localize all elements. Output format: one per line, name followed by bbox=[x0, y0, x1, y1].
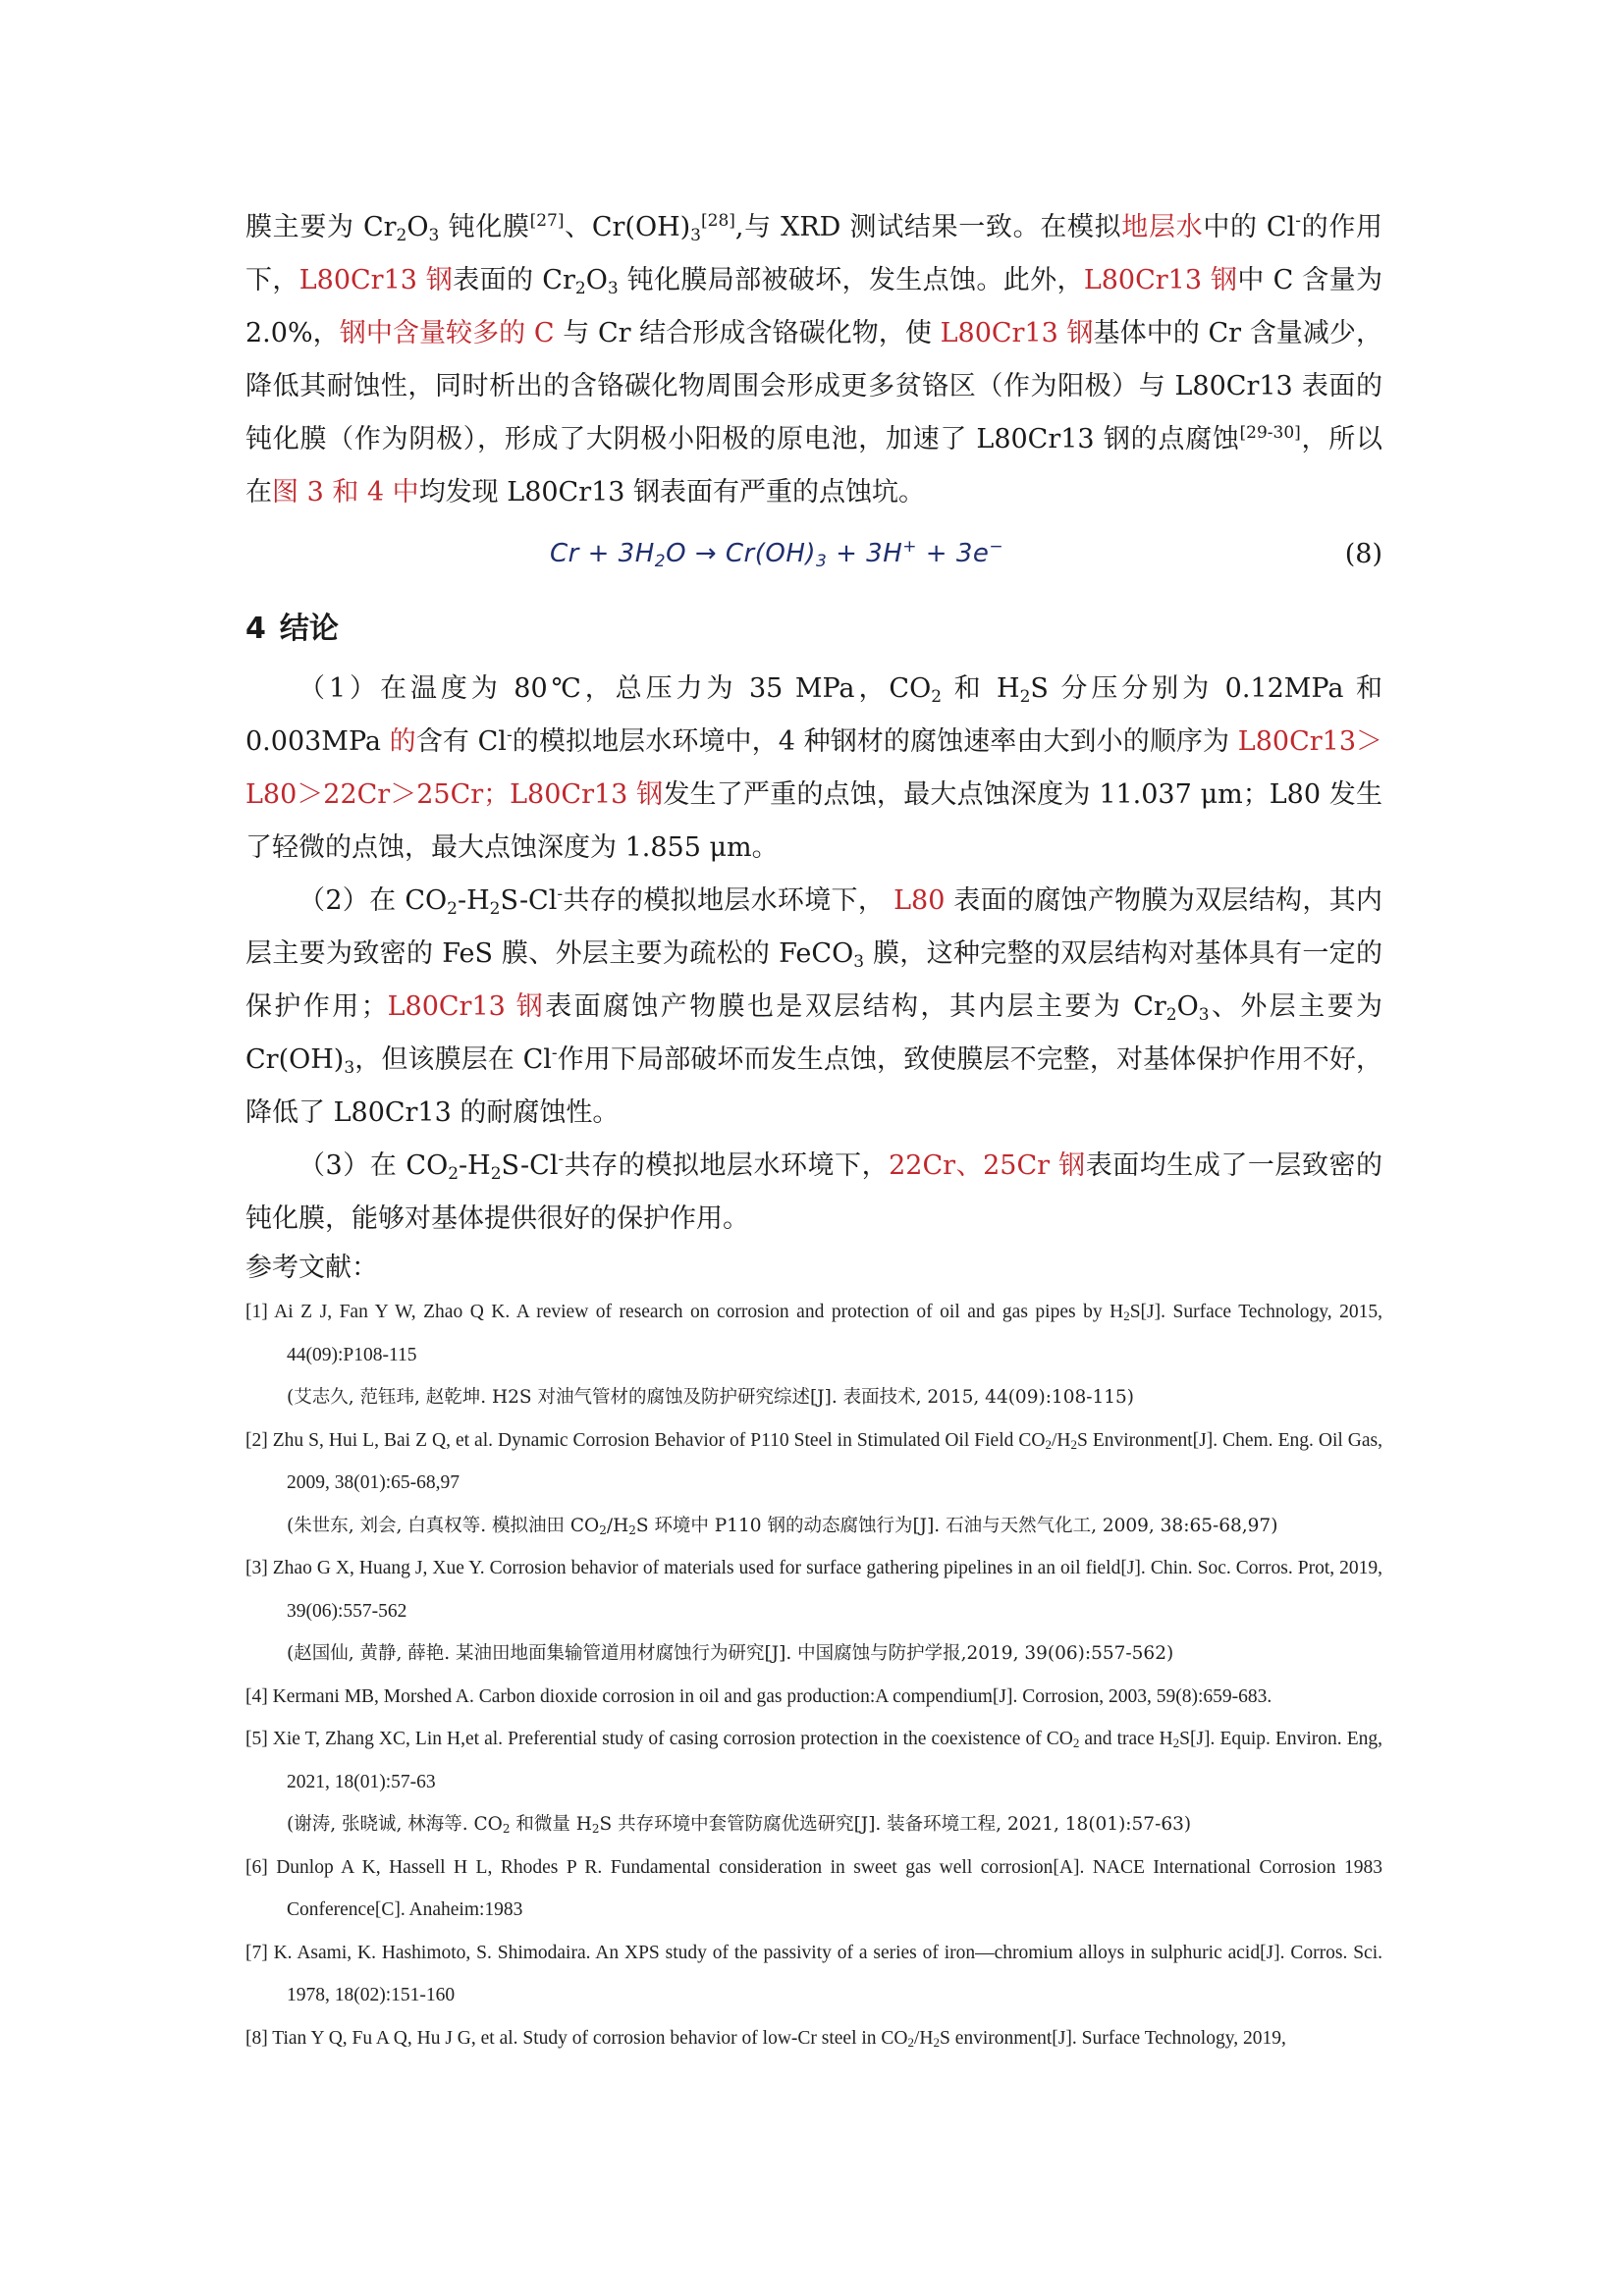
eq-part: + 3e bbox=[917, 539, 990, 568]
ref-text: [8] Tian Y Q, Fu A Q, Hu J G, et al. Study of corrosion behavior of low-Cr steel in CO bbox=[245, 2027, 908, 2049]
text: （3）在 CO bbox=[298, 1150, 449, 1181]
ref-text: (朱世东, 刘会, 白真权等. 模拟油田 CO bbox=[287, 1515, 600, 1536]
text: 钝化膜局部被破坏，发生点蚀。此外， bbox=[618, 265, 1084, 295]
section-heading bbox=[245, 610, 1382, 649]
ref-text: /H bbox=[1051, 1429, 1071, 1451]
subscript: 3 bbox=[1198, 1005, 1210, 1025]
ref-text: (谢涛, 张晓诚, 林海等. CO bbox=[287, 1814, 503, 1835]
text: 表面腐蚀产物膜也是双层结构，其内层主要为 Cr bbox=[545, 991, 1166, 1022]
subscript: 2 bbox=[907, 2034, 915, 2050]
eq-subscript: 3 bbox=[816, 552, 828, 571]
text: （1）在温度为 80℃，总压力为 35 MPa，CO bbox=[298, 673, 932, 704]
subscript: 2 bbox=[1123, 1308, 1130, 1323]
text: O bbox=[406, 212, 429, 242]
text: 与 Cr 结合形成含铬碳化物，使 bbox=[554, 318, 941, 348]
citation: [28] bbox=[701, 211, 735, 231]
superscript: - bbox=[551, 1043, 558, 1063]
highlight: 地层水 bbox=[1121, 212, 1204, 242]
eq-part: O → Cr(OH) bbox=[666, 539, 817, 568]
subscript: 2 bbox=[396, 226, 407, 245]
highlight: 图 3 和 4 中 bbox=[272, 477, 419, 507]
conclusion-3 bbox=[245, 1140, 1382, 1246]
reference-2-chinese bbox=[245, 1505, 1382, 1548]
eq-part: + 3H bbox=[827, 539, 903, 568]
highlight: L80 bbox=[893, 885, 946, 916]
subscript: 2 bbox=[931, 687, 943, 707]
text: 的模拟地层水环境中，4 种钢材的腐蚀速率由大到小的顺序为 bbox=[512, 726, 1238, 757]
paper-page bbox=[245, 201, 1382, 2059]
highlight: 22Cr、25Cr 钢 bbox=[889, 1150, 1086, 1181]
ref-text: S[J]. Surface Technology, 2015, 44(09):P108-115 bbox=[287, 1302, 1382, 1365]
conclusion-2 bbox=[245, 875, 1382, 1140]
subscript: 3 bbox=[853, 952, 865, 972]
ref-text: [1] Ai Z J, Fan Y W, Zhao Q K. A review of research on corrosion and protection of oil and gas pipes by H bbox=[245, 1302, 1124, 1322]
equation-row bbox=[245, 529, 1382, 588]
eq-superscript: + bbox=[902, 537, 918, 557]
reference-4: [4] Kermani MB, Morshed A. Carbon dioxide corrosion in oil and gas production:A compendium[J]. Corrosion, 2003, 59(8):659-683. bbox=[245, 1685, 1272, 1707]
subscript: 2 bbox=[489, 899, 501, 919]
subscript: 2 bbox=[447, 899, 458, 919]
highlight: L80Cr13 钢 bbox=[387, 991, 546, 1022]
text: S-Cl bbox=[500, 885, 558, 916]
reference-6: [6] Dunlop A K, Hassell H L, Rhodes P R. Fundamental consideration in sweet gas well corrosion[A]. NACE International Corrosion 1983 Conference[C]. Anaheim:1983 bbox=[245, 1856, 1382, 1920]
citation: [29-30] bbox=[1239, 423, 1301, 443]
text: ，所以在 bbox=[245, 424, 1383, 507]
text: 膜主要为 Cr bbox=[245, 212, 397, 242]
text: S-Cl bbox=[501, 1150, 559, 1181]
subscript: 2 bbox=[490, 1164, 502, 1184]
ref-text: 和微量 H bbox=[510, 1814, 592, 1835]
text: S 分压分别为 0.12MPa 和 0.003MPa bbox=[245, 673, 1383, 757]
subscript: 3 bbox=[344, 1058, 355, 1078]
subscript: 2 bbox=[933, 2034, 941, 2050]
citation: [27] bbox=[529, 211, 565, 231]
text: -H bbox=[459, 1150, 491, 1181]
subscript: 2 bbox=[1070, 1436, 1077, 1452]
text: O bbox=[1176, 991, 1199, 1022]
highlight: 钢中含量较多的 C bbox=[339, 318, 555, 348]
text: 中的 Cl bbox=[1203, 212, 1296, 242]
ref-text: S Environment[J]. Chem. Eng. Oil Gas, 2009, 38(01):65-68,97 bbox=[287, 1429, 1383, 1493]
text: 含有 Cl bbox=[415, 726, 507, 757]
highlight: L80Cr13＞L80＞22Cr＞25Cr；L80Cr13 钢 bbox=[245, 726, 1383, 810]
reference-3: [3] Zhao G X, Huang J, Xue Y. Corrosion behavior of materials used for surface gathering pipelines in an oil field[J]. Chin. Soc. Corros. Prot, 2019, 39(06):557-562 bbox=[245, 1558, 1382, 1622]
ref-text: /H bbox=[606, 1515, 629, 1536]
superscript: - bbox=[558, 1149, 565, 1169]
text: 钝化膜 bbox=[439, 212, 530, 242]
subscript: 2 bbox=[599, 1522, 607, 1537]
subscript: 2 bbox=[1045, 1436, 1052, 1452]
eq-subscript: 2 bbox=[654, 552, 667, 571]
ref-text: [5] Xie T, Zhang XC, Lin H,et al. Preferential study of casing corrosion protection in the coexistence of CO bbox=[245, 1729, 1073, 1749]
subscript: 2 bbox=[1172, 1735, 1180, 1750]
highlight: L80Cr13 钢 bbox=[1083, 265, 1238, 295]
reference-1-chinese: (艾志久, 范钰玮, 赵乾坤. H2S 对油气管材的腐蚀及防护研究综述[J]. 表面技术, 2015, 44(09):108-115) bbox=[287, 1387, 1135, 1408]
text: 共存的模拟地层水环境下， bbox=[564, 1150, 890, 1181]
subscript: 2 bbox=[1019, 687, 1031, 707]
subscript: 2 bbox=[502, 1822, 511, 1836]
text: 基体中的 Cr 含量减少，降低其耐蚀性，同时析出的含铬碳化物周围会形成更多贫铬区（作为阳极）与 L80Cr13 表面的钝化膜（作为阴极），形成了大阴极小阳极的原电池，加速了 L80Cr13 钢的点腐蚀 bbox=[245, 318, 1382, 454]
superscript: - bbox=[1295, 211, 1301, 231]
subscript: 2 bbox=[448, 1164, 460, 1184]
highlight: L80Cr13 钢 bbox=[298, 265, 454, 295]
subscript: 3 bbox=[607, 279, 619, 298]
text: 表面的腐蚀产物膜为双层结构，其内层主要为致密的 FeS 膜、外层主要为疏松的 FeCO bbox=[245, 885, 1382, 969]
text: 、外层主要为 Cr(OH) bbox=[245, 991, 1383, 1075]
intro-paragraph bbox=[245, 201, 1382, 519]
text: 发生了严重的点蚀，最大点蚀深度为 11.037 μm；L80 发生了轻微的点蚀，最大点蚀深度为 1.855 μm。 bbox=[245, 779, 1382, 863]
section-title: 结论 bbox=[279, 612, 339, 646]
text: 、Cr(OH) bbox=[564, 212, 691, 242]
text: 均发现 L80Cr13 钢表面有严重的点蚀坑。 bbox=[418, 477, 926, 507]
ref-text: and trace H bbox=[1079, 1729, 1173, 1749]
subscript: 2 bbox=[628, 1522, 636, 1537]
section-number: 4 bbox=[245, 612, 266, 646]
eq-superscript: − bbox=[989, 537, 1004, 557]
ref-text: S[J]. Equip. Environ. Eng, 2021, 18(01):57-63 bbox=[287, 1729, 1382, 1792]
subscript: 2 bbox=[1072, 1735, 1080, 1750]
text: 和 H bbox=[942, 673, 1020, 704]
text: ，但该膜层在 Cl bbox=[354, 1044, 552, 1075]
text: 膜，这种完整的双层结构对基体具有一定的保护作用； bbox=[245, 938, 1382, 1022]
text: 表面均生成了一层致密的钝化膜，能够对基体提供很好的保护作用。 bbox=[245, 1150, 1383, 1234]
superscript: - bbox=[506, 725, 513, 745]
subscript: 2 bbox=[591, 1822, 600, 1836]
highlight: 的 bbox=[389, 726, 416, 757]
reference-1 bbox=[245, 1291, 1382, 1376]
reference-8 bbox=[245, 2017, 1382, 2060]
text: 作用下局部破坏而发生点蚀，致使膜层不完整，对基体保护作用不好，降低了 L80Cr13 的耐腐蚀性。 bbox=[245, 1044, 1382, 1128]
subscript: 3 bbox=[690, 226, 701, 245]
reference-2 bbox=[245, 1419, 1382, 1505]
ref-text: S environment[J]. Surface Technology, 2019, bbox=[940, 2027, 1286, 2049]
reference-7: [7] K. Asami, K. Hashimoto, S. Shimodaira. An XPS study of the passivity of a series of iron—chromium alloys in sulphuric acid[J]. Corros. Sci. 1978, 18(02):151-160 bbox=[245, 1942, 1382, 2005]
highlight: L80Cr13 钢 bbox=[940, 318, 1094, 348]
eq-part: Cr + 3H bbox=[550, 539, 655, 568]
subscript: 3 bbox=[428, 226, 440, 245]
text: （2）在 CO bbox=[298, 885, 448, 916]
equation-number: (8) bbox=[1344, 539, 1382, 569]
text: 表面的 Cr bbox=[453, 265, 575, 295]
reference-5-chinese bbox=[245, 1803, 1382, 1846]
reference-5 bbox=[245, 1718, 1382, 1803]
ref-text: /H bbox=[914, 2027, 934, 2049]
conclusion-1 bbox=[245, 663, 1382, 875]
text: O bbox=[585, 265, 608, 295]
superscript: - bbox=[557, 884, 564, 904]
text: 的作用下， bbox=[245, 212, 1382, 295]
references-heading: 参考文献： bbox=[245, 1253, 378, 1283]
text: 中 C 含量为 2.0%， bbox=[245, 265, 1383, 348]
equation bbox=[550, 537, 1004, 571]
subscript: 2 bbox=[574, 279, 586, 298]
subscript: 2 bbox=[1165, 1005, 1177, 1025]
text: -H bbox=[457, 885, 490, 916]
ref-text: S 共存环境中套管防腐优选研究[J]. 装备环境工程, 2021, 18(01):57-63) bbox=[599, 1814, 1192, 1835]
ref-text: S 环境中 P110 钢的动态腐蚀行为[J]. 石油与天然气化工, 2009, 38:65-68,97) bbox=[635, 1515, 1278, 1536]
text: ,与 XRD 测试结果一致。在模拟 bbox=[734, 212, 1122, 242]
ref-text: [2] Zhu S, Hui L, Bai Z Q, et al. Dynamic Corrosion Behavior of P110 Steel in Stimulated Oil Field CO bbox=[245, 1429, 1046, 1451]
reference-3-chinese: (赵国仙, 黄静, 薛艳. 某油田地面集输管道用材腐蚀行为研究[J]. 中国腐蚀与防护学报,2019, 39(06):557-562) bbox=[287, 1643, 1174, 1664]
text: 共存的模拟地层水环境下， bbox=[563, 885, 894, 916]
